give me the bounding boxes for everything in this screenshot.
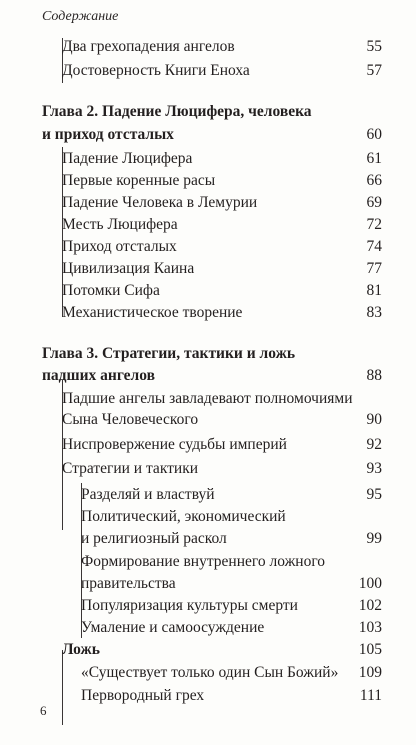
toc-chapter-page: 60 bbox=[366, 126, 382, 143]
toc-entry-title: Ложь bbox=[62, 641, 100, 658]
toc-entry-title: Стратегии и тактики bbox=[62, 460, 199, 477]
toc-subentry-page: 99 bbox=[366, 530, 382, 547]
toc-subentry-title: Популяризация культуры смерти bbox=[81, 597, 298, 614]
toc-subentry-page: 103 bbox=[358, 619, 382, 636]
toc-subentry-title: правительства bbox=[81, 575, 176, 592]
toc-entry-title: Сына Человеческого bbox=[62, 411, 199, 428]
toc-subentry-title: и религиозный раскол bbox=[81, 530, 227, 547]
toc-subentry-title: Разделяй и властвуй bbox=[81, 486, 215, 503]
toc-entry-page: 72 bbox=[366, 216, 382, 233]
toc-entry-page: 81 bbox=[366, 282, 382, 299]
toc-subentry-page: 95 bbox=[366, 486, 382, 503]
toc-subentry-title: Умаление и самоосуждение bbox=[81, 619, 265, 636]
running-header: Содержание bbox=[42, 9, 119, 24]
toc-entry-page: 74 bbox=[366, 238, 382, 255]
toc-entry-page: 92 bbox=[366, 436, 382, 453]
toc-subentry-page: 102 bbox=[358, 597, 382, 614]
toc-subentry-title: Формирование внутреннего ложного bbox=[81, 553, 326, 570]
toc-subentry-page: 109 bbox=[358, 664, 382, 681]
section-rule bbox=[62, 650, 63, 725]
toc-chapter-page: 88 bbox=[366, 367, 382, 384]
toc-entry-page: 57 bbox=[366, 62, 382, 79]
toc-entry-title: Достоверность Книги Еноха bbox=[62, 62, 250, 79]
toc-entry-title: Приход отсталых bbox=[62, 238, 177, 255]
page-number: 6 bbox=[40, 703, 47, 718]
toc-subentry-title: «Существует только один Сын Божий» bbox=[81, 664, 339, 681]
toc-entry-page: 66 bbox=[366, 172, 382, 189]
toc-chapter-title: и приход отсталых bbox=[42, 126, 174, 143]
toc-entry-title: Падшие ангелы завладевают полномочиями bbox=[62, 390, 353, 407]
toc-entry-title: Падение Человека в Лемурии bbox=[62, 194, 258, 211]
toc-entry-page: 105 bbox=[358, 641, 382, 658]
toc-entry-page: 55 bbox=[366, 38, 382, 55]
toc-entry-page: 90 bbox=[366, 411, 382, 428]
toc-entry-title: Первые коренные расы bbox=[62, 172, 216, 189]
toc-entry-title: Цивилизация Каина bbox=[62, 260, 195, 277]
toc-entry-title: Месть Люцифера bbox=[62, 216, 178, 233]
toc-chapter-title: Глава 2. Падение Люцифера, человека bbox=[42, 103, 312, 120]
toc-chapter-title: Глава 3. Стратегии, тактики и ложь bbox=[42, 345, 296, 362]
toc-entry-page: 77 bbox=[366, 260, 382, 277]
toc-subentry-title: Первородный грех bbox=[81, 687, 205, 704]
toc-subentry-page: 111 bbox=[359, 687, 382, 704]
toc-entry-page: 61 bbox=[366, 150, 382, 167]
toc-entry-title: Потомки Сифа bbox=[62, 282, 160, 299]
toc-entry-title: Механистическое творение bbox=[62, 304, 243, 321]
toc-entry-page: 83 bbox=[366, 304, 382, 321]
toc-chapter-title: падших ангелов bbox=[42, 367, 155, 384]
toc-subentry-page: 100 bbox=[358, 575, 382, 592]
toc-entry-title: Два грехопадения ангелов bbox=[62, 38, 235, 55]
toc-subentry-title: Политический, экономический bbox=[81, 508, 286, 525]
toc-entry-page: 93 bbox=[366, 460, 382, 477]
toc-entry-title: Ниспровержение судьбы империй bbox=[62, 436, 287, 453]
toc-entry-title: Падение Люцифера bbox=[62, 150, 193, 167]
toc-entry-page: 69 bbox=[366, 194, 382, 211]
